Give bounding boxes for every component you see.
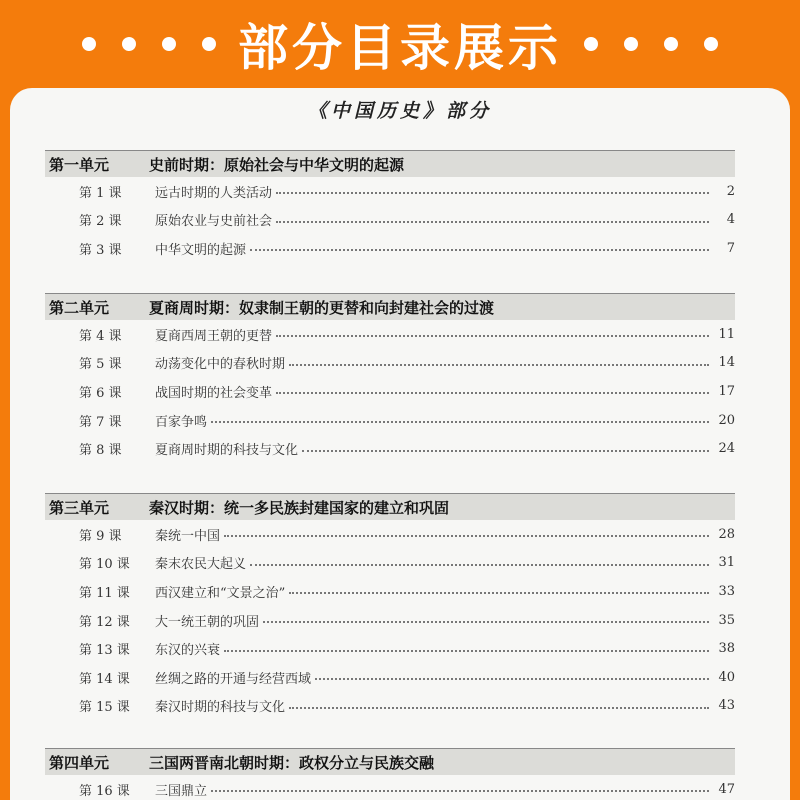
- unit-header: [45, 748, 735, 775]
- dot-leader: [276, 392, 709, 394]
- lesson-number: 第 8 课: [79, 443, 122, 459]
- dot-leader: [211, 790, 709, 792]
- unit-section: [45, 493, 735, 720]
- lesson-number: 第 10 课: [79, 557, 130, 573]
- page-number: 24: [718, 441, 735, 457]
- lesson-row: [45, 234, 735, 263]
- lesson-title: 夏商西周王朝的更替: [155, 328, 273, 344]
- lesson-row: [45, 692, 735, 721]
- lesson-row: [45, 549, 735, 578]
- dot-leader: [211, 421, 709, 423]
- lesson-number: 第 13 课: [79, 643, 130, 659]
- page-number: 2: [726, 183, 735, 199]
- unit-number: 第一单元: [49, 155, 110, 174]
- lesson-title: 原始农业与史前社会: [155, 214, 273, 230]
- page-number: 11: [718, 326, 735, 342]
- dot-icon: [122, 37, 136, 51]
- unit-header: [45, 493, 735, 520]
- lesson-number: 第 6 课: [79, 385, 122, 401]
- dot-icon: [162, 37, 176, 51]
- lesson-number: 第 2 课: [79, 214, 122, 230]
- right-dots: [584, 37, 718, 51]
- lesson-number: 第 14 课: [79, 671, 130, 687]
- lesson-title: 丝绸之路的开通与经营西域: [155, 671, 312, 687]
- page-number: 47: [718, 781, 735, 797]
- lesson-row: [45, 349, 735, 378]
- banner-title: 部分目录展示: [238, 19, 562, 77]
- lesson-title: 西汉建立和“文景之治”: [155, 585, 286, 601]
- unit-number: 第四单元: [49, 753, 110, 772]
- lesson-title: 动荡变化中的春秋时期: [155, 357, 286, 373]
- lesson-title: 远古时期的人类活动: [155, 185, 273, 201]
- dot-leader: [224, 650, 709, 652]
- dot-leader: [289, 592, 709, 594]
- lesson-title: 中华文明的起源: [155, 242, 247, 258]
- lesson-row: [45, 775, 735, 800]
- page-number: 31: [718, 555, 735, 571]
- lesson-row: [45, 520, 735, 549]
- dot-leader: [250, 564, 709, 566]
- dot-icon: [82, 37, 96, 51]
- dot-leader: [276, 221, 709, 223]
- dot-icon: [584, 37, 598, 51]
- dot-icon: [202, 37, 216, 51]
- dot-icon: [664, 37, 678, 51]
- lesson-title: 大一统王朝的巩固: [155, 614, 260, 630]
- page-number: 17: [718, 383, 735, 399]
- page-number: 20: [718, 412, 735, 428]
- page-number: 14: [718, 355, 735, 371]
- page-number: 40: [718, 669, 735, 685]
- lesson-number: 第 11 课: [79, 585, 130, 601]
- lesson-row: [45, 320, 735, 349]
- page-number: 28: [718, 526, 735, 542]
- lesson-number: 第 3 课: [79, 242, 122, 258]
- page-number: 4: [726, 212, 735, 228]
- lesson-row: [45, 634, 735, 663]
- lesson-number: 第 15 课: [79, 700, 130, 716]
- dot-leader: [289, 364, 709, 366]
- lesson-title: 秦末农民大起义: [155, 557, 247, 573]
- lesson-title: 战国时期的社会变革: [155, 385, 273, 401]
- dot-leader: [276, 335, 709, 337]
- lesson-title: 三国鼎立: [155, 783, 208, 799]
- unit-section: [45, 748, 735, 800]
- dot-icon: [624, 37, 638, 51]
- left-dots: [82, 37, 216, 51]
- dot-leader: [276, 192, 709, 194]
- lesson-number: 第 5 课: [79, 357, 122, 373]
- unit-header: [45, 150, 735, 177]
- unit-title: 秦汉时期：统一多民族封建国家的建立和巩固: [149, 498, 450, 517]
- banner: [0, 0, 800, 88]
- lesson-number: 第 7 课: [79, 414, 122, 430]
- unit-number: 第三单元: [49, 498, 110, 517]
- unit-number: 第二单元: [49, 298, 110, 317]
- lesson-row: [45, 177, 735, 206]
- dot-leader: [224, 535, 709, 537]
- lesson-row: [45, 406, 735, 435]
- lesson-row: [45, 606, 735, 635]
- page-number: 33: [718, 583, 735, 599]
- dot-leader: [302, 450, 709, 452]
- lesson-title: 秦汉时期的科技与文化: [155, 700, 286, 716]
- unit-title: 三国两晋南北朝时期：政权分立与民族交融: [149, 753, 435, 772]
- lesson-number: 第 16 课: [79, 783, 130, 799]
- dot-leader: [289, 707, 709, 709]
- lesson-row: [45, 577, 735, 606]
- page-number: 7: [726, 240, 735, 256]
- lesson-number: 第 4 课: [79, 328, 122, 344]
- lesson-row: [45, 434, 735, 463]
- lesson-row: [45, 377, 735, 406]
- dot-icon: [704, 37, 718, 51]
- document-title: 《中国历史》部分: [307, 100, 492, 122]
- lesson-title: 百家争鸣: [155, 414, 208, 430]
- lesson-title: 秦统一中国: [155, 528, 221, 544]
- dot-leader: [250, 249, 709, 251]
- lesson-title: 东汉的兴衰: [155, 643, 221, 659]
- lesson-row: [45, 663, 735, 692]
- unit-header: [45, 293, 735, 320]
- lesson-number: 第 1 课: [79, 185, 122, 201]
- lesson-number: 第 12 课: [79, 614, 130, 630]
- page-number: 38: [718, 641, 735, 657]
- lesson-number: 第 9 课: [79, 528, 122, 544]
- page-number: 35: [718, 612, 735, 628]
- dot-leader: [263, 621, 709, 623]
- unit-title: 夏商周时期：奴隶制王朝的更替和向封建社会的过渡: [149, 298, 495, 317]
- lesson-title: 夏商周时期的科技与文化: [155, 443, 299, 459]
- page-number: 43: [718, 698, 735, 714]
- lesson-row: [45, 206, 735, 235]
- dot-leader: [315, 678, 709, 680]
- unit-title: 史前时期：原始社会与中华文明的起源: [149, 155, 405, 174]
- toc-page: [10, 88, 790, 800]
- unit-section: [45, 293, 735, 463]
- unit-section: [45, 150, 735, 263]
